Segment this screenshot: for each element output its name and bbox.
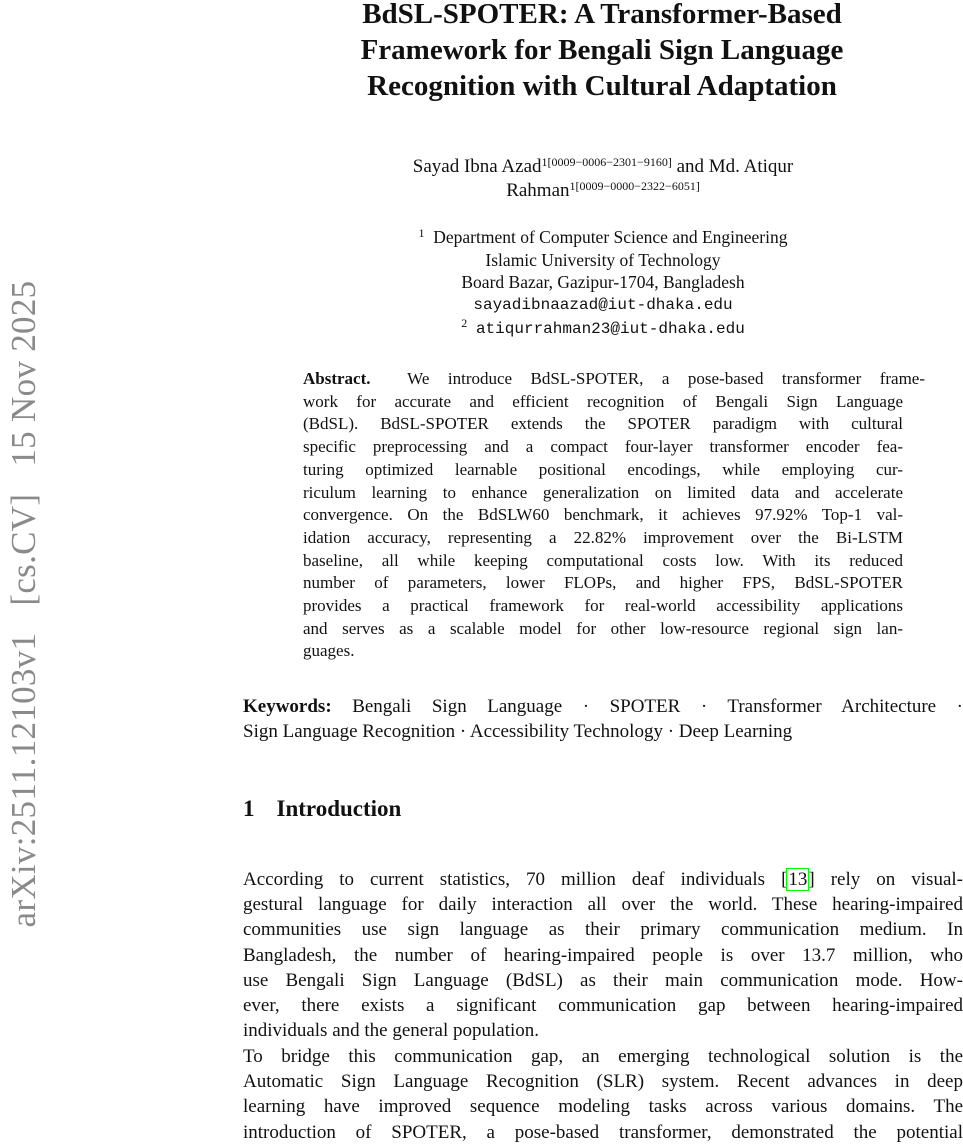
email-2[interactable]: atiqurrahman23@iut-dhaka.edu — [475, 320, 745, 338]
text-line — [243, 694, 963, 719]
arxiv-category: [cs.CV] — [4, 493, 43, 606]
title-line: BdSL-SPOTER: A Transformer-Based — [362, 0, 842, 30]
paper-title — [243, 0, 963, 104]
paragraph — [243, 867, 963, 1043]
text-line: turing optimized learnable positional encodings, while employing cur- — [303, 459, 903, 479]
authors — [243, 155, 963, 203]
text-line: ever, there exists a significant communication gap between hearing-impaired — [243, 995, 963, 1017]
text-line: riculum learning to enhance generalization on limited data and accelerate — [303, 482, 903, 502]
arxiv-identifier-sidebar — [4, 263, 44, 928]
text-line: convergence. On the BdSLW60 benchmark, it achieves 97.92% Top-1 val- — [303, 505, 903, 525]
arxiv-date: 15 Nov 2025 — [4, 280, 43, 467]
text-segment: We introduce BdSL-SPOTER, a pose-based transformer frame- — [407, 369, 925, 388]
author-name: Rahman — [506, 180, 570, 201]
text-line: communities use sign language as their primary communication medium. In — [243, 919, 963, 941]
keywords — [243, 694, 963, 744]
author-orcid: 1[0009−0006−2301−9160] — [541, 155, 672, 169]
text-line: baseline, all while keeping computational costs low. With its reduced — [303, 550, 903, 570]
text-line: Automatic Sign Language Recognition (SLR) system. Recent advances in deep — [243, 1071, 963, 1093]
text-line: gestural language for daily interaction all over the world. These hearing-impaired — [243, 894, 963, 916]
text-segment: Bengali Sign Language · SPOTER · Transformer Architecture · — [352, 696, 963, 717]
text-line: use Bengali Sign Language (BdSL) as their main communication mode. How- — [243, 969, 963, 991]
section-title: Introduction — [276, 796, 402, 821]
university: Islamic University of Technology — [485, 249, 721, 270]
affiliation — [243, 226, 963, 341]
author-conjunction: and Md. Atiqur — [671, 156, 794, 177]
text-line: number of parameters, lower FLOPs, and higher FPS, BdSL-SPOTER — [303, 573, 903, 593]
text-line: and serves as a scalable model for other low-resource regional sign lan- — [303, 618, 903, 638]
text-line: Bangladesh, the number of hearing-impaired people is over 13.7 million, who — [243, 944, 963, 966]
keywords-label: Keywords: — [243, 696, 332, 717]
author-orcid: 1[0009−0000−2322−6051] — [569, 179, 700, 193]
text-line: To bridge this communication gap, an emerging technological solution is the — [243, 1046, 963, 1067]
text-line: According to current statistics, 70 million deaf individuals [13] rely on visual- — [243, 869, 963, 890]
abstract-label: Abstract. — [303, 369, 371, 388]
text-line: guages. — [303, 641, 355, 661]
abstract — [303, 368, 925, 663]
text-line: specific preprocessing and a compact four-layer transformer encoder fea- — [303, 437, 903, 457]
text-segment: According to current statistics, 70 million deaf individuals — [243, 869, 782, 890]
text-line: (BdSL). BdSL-SPOTER extends the SPOTER paradigm with cultural — [303, 414, 903, 434]
text-line: provides a practical framework for real-world accessibility applications — [303, 596, 903, 616]
title-line: Framework for Bengali Sign Language — [360, 34, 844, 66]
title-line: Recognition with Cultural Adaptation — [367, 70, 837, 102]
paragraph — [243, 1044, 963, 1145]
text-line: work for accurate and efficient recognition of Bengali Sign Language — [303, 391, 903, 411]
text-line: individuals and the general population. — [243, 1020, 540, 1042]
email-1[interactable]: sayadibnaazad@iut-dhaka.edu — [473, 295, 733, 314]
affil-mark: 2 — [461, 316, 468, 330]
citation-link[interactable]: 13 — [788, 869, 808, 890]
author-name: Sayad Ibna Azad — [412, 156, 542, 177]
text-line: learning have improved sequence modeling tasks across various domains. The — [243, 1096, 963, 1118]
address: Board Bazar, Gazipur-1704, Bangladesh — [461, 272, 745, 292]
department: Department of Computer Science and Engineering — [433, 227, 788, 247]
section-heading — [243, 796, 401, 822]
affil-mark: 1 — [418, 226, 425, 240]
text-line — [303, 368, 925, 391]
text-segment: rely on visual- — [814, 869, 963, 890]
section-number: 1 — [243, 796, 255, 821]
text-line: introduction of SPOTER, a pose-based transformer, demonstrated the potential — [243, 1121, 963, 1143]
text-line: idation accuracy, representing a 22.82% improvement over the Bi-LSTM — [303, 527, 903, 547]
text-line: Sign Language Recognition · Accessibility Technology · Deep Learning — [243, 721, 793, 742]
arxiv-id: arXiv:2511.12103v1 — [4, 632, 43, 928]
